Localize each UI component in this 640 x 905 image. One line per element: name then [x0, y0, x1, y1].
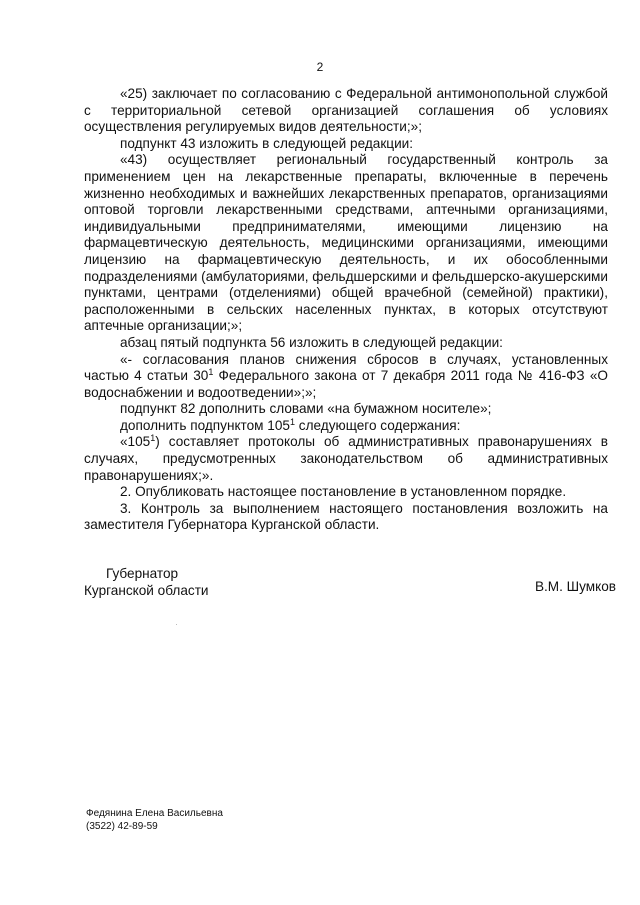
document-body [84, 86, 608, 534]
text-part: Федерального закона от 7 декабря 2011 года № 416-ФЗ «О водоснабжении и водоотведении»;»; [84, 368, 608, 400]
text-part: следующего содержания: [295, 417, 461, 433]
text-part: ) составляет протоколы об административных правонарушениях в случаях, предусмотренных законодательством об административных правонарушениях;». [84, 434, 608, 483]
paragraph-item-105 [84, 434, 608, 484]
executor-name: Федянина Елена Васильевна [86, 808, 223, 819]
paragraph-subitem-82: подпункт 82 дополнить словами «на бумажном носителе»; [120, 401, 492, 417]
paragraph-point-2: 2. Опубликовать настоящее постановление в установленном порядке. [120, 484, 567, 500]
paragraph-point-3: 3. Контроль за выполнением настоящего постановления возложить на заместителя Губернатора Курганской области. [84, 500, 608, 533]
paragraph-subitem-43-intro: подпункт 43 изложить в следующей редакции: [120, 135, 414, 151]
paragraph-subitem-56-text [84, 352, 608, 402]
signature-name: В.М. Шумков [534, 579, 616, 594]
paragraph-item-25: «25) заключает по согласованию с Федеральной антимонопольной службой с территориальной сетевой организацией соглашения об условиях осуществления регулируемых видов деятельности;»; [84, 86, 608, 135]
paragraph-item-43: «43) осуществляет региональный государственный контроль за применением цен на лекарственные препараты, включенные в перечень жизненно необходимых и важнейших лекарственных препаратов, организациями оптовой торговли лекарственными средствами, аптечными организациями, индивидуальными предпринимателями, имеющими лицензию на фармацевтическую деятельность, медицинскими организациями, имеющими лицензию на фармацевтическую деятельность, и их обособленными подразделениями (амбулаториями, фельдшерскими и фельдшерско-акушерскими пунктами, центрами (отделениями) общей врачебной (семейной) практики), расположенными в сельских населенных пунктах, в которых отсутствуют аптечные организации;»; [84, 152, 608, 334]
paragraph-subitem-56-intro: абзац пятый подпункта 56 изложить в следующей редакции: [120, 334, 503, 350]
paragraph-subitem-105-intro [84, 418, 608, 435]
text-part: «- согласования планов снижения сбросов в случаях, установленных частью 4 статьи 30 [84, 351, 608, 384]
superscript: 1 [150, 433, 156, 444]
superscript: 1 [208, 367, 214, 378]
page-number: 2 [316, 60, 324, 74]
text-part: дополнить подпунктом 105 [120, 417, 290, 433]
signature-title-line: Курганской области [84, 582, 209, 598]
scan-speck [176, 624, 177, 625]
executor-phone: (3522) 42-89-59 [86, 821, 158, 832]
signature-title [84, 566, 284, 599]
executor-info [86, 807, 223, 833]
text-part: «105 [120, 434, 151, 450]
signature-title-line: Губернатор [106, 566, 179, 581]
superscript: 1 [290, 416, 296, 427]
